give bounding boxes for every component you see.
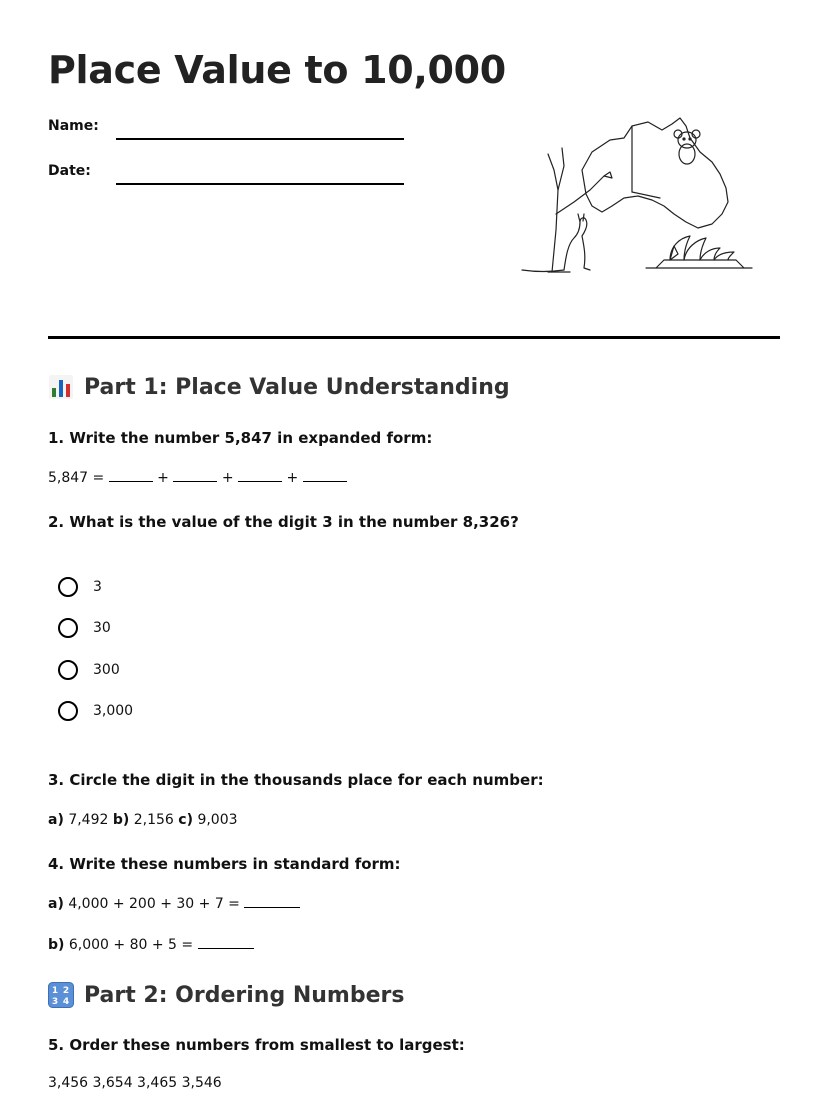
- question-1: 1. Write the number 5,847 in expanded form:: [48, 429, 433, 447]
- radio-circle[interactable]: [58, 701, 78, 721]
- worksheet-page: [48, 0, 780, 1118]
- svg-text:4: 4: [62, 997, 70, 1007]
- q4-item-a: [48, 895, 300, 912]
- question-3: 3. Circle the digit in the thousands place for each number:: [48, 771, 544, 789]
- q4-b-expr: 6,000 + 80 + 5 =: [68, 937, 194, 953]
- option-label: 3: [93, 579, 102, 595]
- name-line[interactable]: [116, 138, 404, 140]
- q1-blank-2[interactable]: [173, 469, 217, 482]
- date-field-row: [48, 163, 428, 193]
- australia-illustration-icon: [520, 110, 772, 280]
- q3-b-value[interactable]: 2,156: [133, 812, 174, 828]
- numbers-1234-icon: [48, 982, 74, 1008]
- part1-heading-text: Part 1: Place Value Understanding: [84, 374, 510, 400]
- q5-numbers: 3,456 3,654 3,465 3,546: [48, 1075, 222, 1091]
- q4-a-expr: 4,000 + 200 + 30 + 7 =: [68, 896, 240, 912]
- radio-circle[interactable]: [58, 618, 78, 638]
- radio-circle[interactable]: [58, 660, 78, 680]
- svg-text:1: 1: [51, 986, 59, 996]
- q1-lhs: 5,847 =: [48, 470, 105, 486]
- q1-plus-2: +: [221, 470, 234, 486]
- svg-text:3: 3: [51, 997, 59, 1007]
- q4-item-b: [48, 936, 254, 953]
- part2-heading-text: Part 2: Ordering Numbers: [84, 982, 405, 1008]
- option-label: 300: [93, 662, 120, 678]
- name-field-row: [48, 118, 428, 148]
- q3-c-label: c): [178, 812, 193, 828]
- q2-option-1[interactable]: [58, 575, 102, 599]
- q1-expanded-form: [48, 469, 347, 486]
- option-label: 3,000: [93, 703, 134, 719]
- date-line[interactable]: [116, 183, 404, 185]
- radio-circle[interactable]: [58, 577, 78, 597]
- q3-a-label: a): [48, 812, 64, 828]
- q1-blank-4[interactable]: [303, 469, 347, 482]
- q4-b-blank[interactable]: [198, 936, 254, 949]
- q4-b-label: b): [48, 937, 65, 953]
- bar-chart-icon: [48, 374, 74, 400]
- part1-heading: [48, 374, 510, 400]
- date-label: Date:: [48, 163, 91, 179]
- question-4: 4. Write these numbers in standard form:: [48, 855, 401, 873]
- question-2: 2. What is the value of the digit 3 in the number 8,326?: [48, 513, 519, 531]
- q1-plus-3: +: [286, 470, 299, 486]
- q1-plus-1: +: [157, 470, 169, 486]
- page-title: Place Value to 10,000: [48, 48, 506, 92]
- header-divider: [48, 336, 780, 339]
- q3-c-value[interactable]: 9,003: [197, 812, 238, 828]
- q3-a-value[interactable]: 7,492: [68, 812, 109, 828]
- svg-text:2: 2: [62, 986, 70, 996]
- q1-blank-3[interactable]: [238, 469, 282, 482]
- name-label: Name:: [48, 118, 99, 134]
- q2-option-2[interactable]: [58, 616, 111, 640]
- q4-a-blank[interactable]: [244, 895, 300, 908]
- q3-b-label: b): [112, 812, 130, 828]
- q3-items: [48, 812, 238, 828]
- option-label: 30: [93, 620, 111, 636]
- q2-option-4[interactable]: [58, 699, 133, 723]
- question-5: 5. Order these numbers from smallest to largest:: [48, 1036, 465, 1054]
- q2-option-3[interactable]: [58, 658, 120, 682]
- q1-blank-1[interactable]: [109, 469, 153, 482]
- part2-heading: [48, 982, 404, 1008]
- q4-a-label: a): [48, 896, 64, 912]
